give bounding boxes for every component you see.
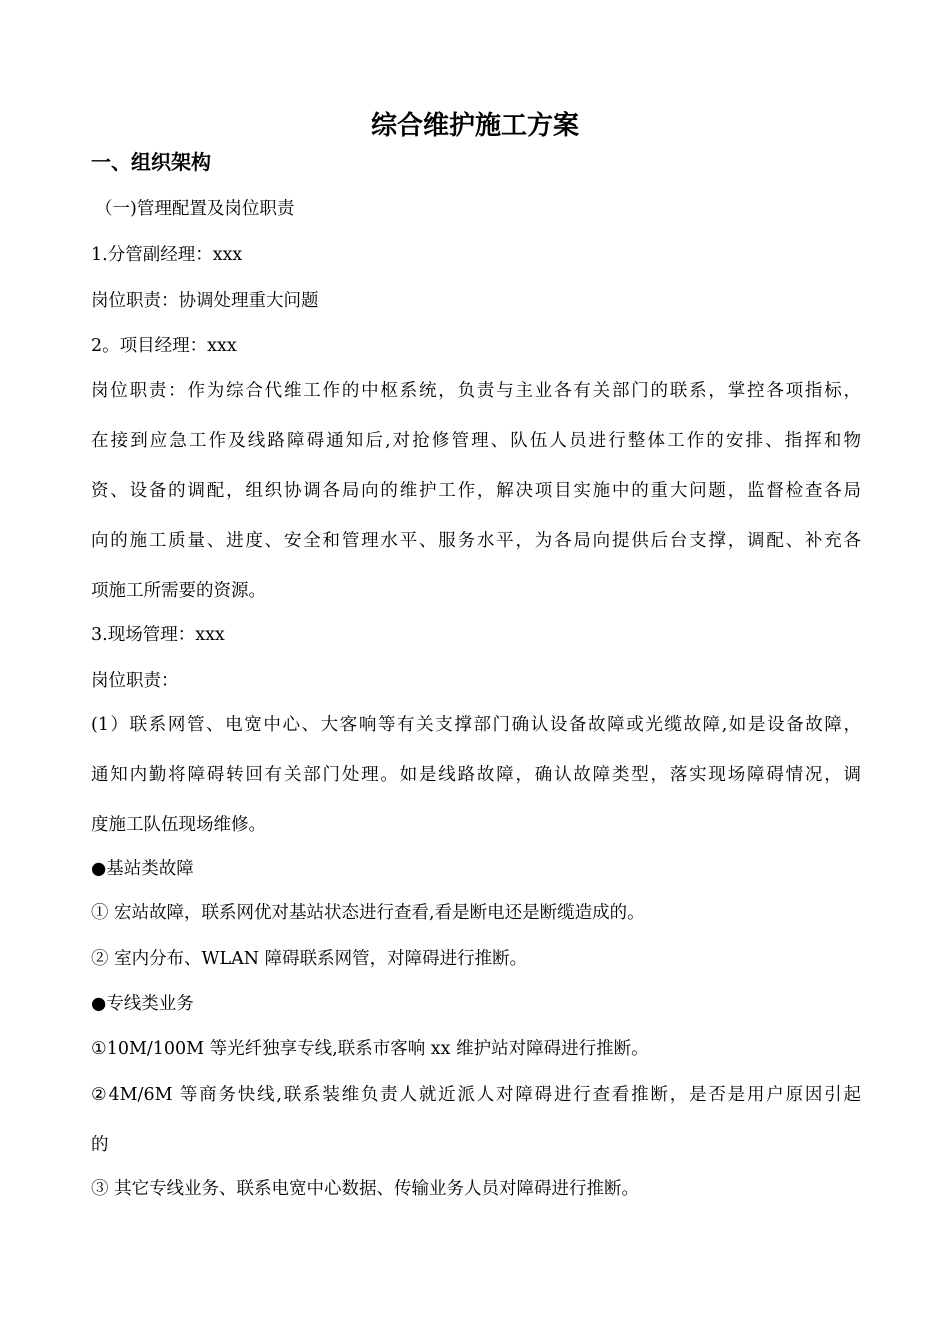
paragraph-line: 岗位职责：协调处理重大问题 [91, 291, 319, 311]
paragraph-line: 3.现场管理：xxx [91, 625, 225, 645]
paragraph-line: 1.分管副经理：xxx [91, 245, 243, 265]
paragraph-line: 向的施工质量、进度、安全和管理水平、服务水平，为各局向提供后台支撑，调配、补充各 [91, 531, 861, 551]
paragraph-line: 项施工所需要的资源。 [91, 581, 266, 601]
paragraph-line: 在接到应急工作及线路障碍通知后,对抢修管理、队伍人员进行整体工作的安排、指挥和物 [91, 431, 861, 451]
paragraph-line: (1）联系网管、电宽中心、大客响等有关支撑部门确认设备故障或光缆故障,如是设备故障， [91, 715, 861, 735]
list-item: ② 室内分布、WLAN 障碍联系网管，对障碍进行推断。 [91, 949, 528, 969]
paragraph-line: 2。项目经理：xxx [91, 336, 237, 356]
document-title: 综合维护施工方案 [370, 111, 579, 141]
paragraph-line: 资、设备的调配，组织协调各局向的维护工作，解决项目实施中的重大问题，监督检查各局 [91, 481, 861, 501]
bullet-heading: ●基站类故障 [91, 859, 194, 879]
list-item-continuation: 的 [91, 1135, 109, 1155]
paragraph-line: 岗位职责： [91, 671, 179, 691]
list-item: ②4M/6M 等商务快线,联系装维负责人就近派人对障碍进行查看推断，是否是用户原因引起 [91, 1085, 861, 1105]
paragraph-line: 通知内勤将障碍转回有关部门处理。如是线路故障，确认故障类型，落实现场障碍情况，调 [91, 765, 861, 785]
paragraph-line: 岗位职责：作为综合代维工作的中枢系统，负责与主业各有关部门的联系，掌控各项指标， [91, 381, 861, 401]
list-item: ③ 其它专线业务、联系电宽中心数据、传输业务人员对障碍进行推断。 [91, 1179, 640, 1199]
subsection-heading: （一)管理配置及岗位职责 [95, 199, 295, 219]
list-item: ①10M/100M 等光纤独享专线,联系市客响 xx 维护站对障碍进行推断。 [91, 1039, 649, 1059]
bullet-heading: ●专线类业务 [91, 994, 194, 1014]
paragraph-line: 度施工队伍现场维修。 [91, 815, 266, 835]
section-heading: 一、组织架构 [91, 150, 211, 174]
list-item: ① 宏站故障，联系网优对基站状态进行查看,看是断电还是断缆造成的。 [91, 903, 645, 923]
